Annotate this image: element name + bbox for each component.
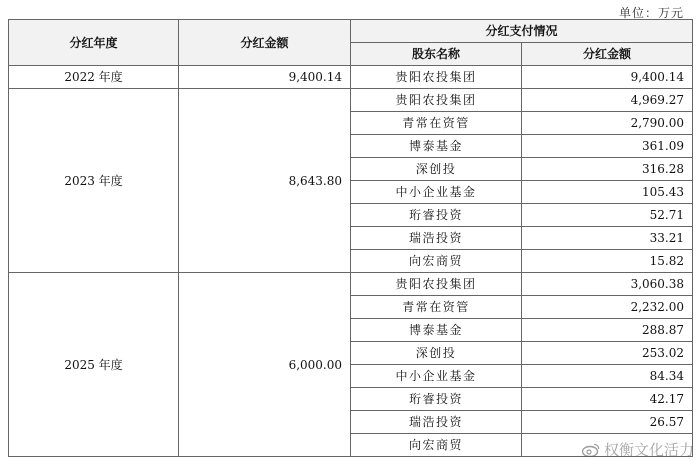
unit-label: 单位：万元 xyxy=(618,6,684,20)
amount-cell: 33.21 xyxy=(522,227,693,250)
holder-cell: 瑞浩投资 xyxy=(351,227,522,250)
holder-cell: 青常在资管 xyxy=(351,296,522,319)
amount-cell: 361.09 xyxy=(522,135,693,158)
amount-cell: 2,790.00 xyxy=(522,112,693,135)
amount-cell: 2,232.00 xyxy=(522,296,693,319)
holder-cell: 青常在资管 xyxy=(351,112,522,135)
table-row xyxy=(9,273,693,296)
header-amount: 分红金额 xyxy=(522,43,693,66)
holder-cell: 瑞浩投资 xyxy=(351,411,522,434)
holder-cell: 博泰基金 xyxy=(351,319,522,342)
holder-cell: 贵阳农投集团 xyxy=(351,89,522,112)
total-cell: 9,400.14 xyxy=(179,66,351,89)
holder-cell: 博泰基金 xyxy=(351,135,522,158)
total-cell: 6,000.00 xyxy=(179,273,351,457)
amount-cell: 105.43 xyxy=(522,181,693,204)
holder-cell: 珩睿投资 xyxy=(351,388,522,411)
amount-cell: 253.02 xyxy=(522,342,693,365)
amount-cell: 3,060.38 xyxy=(522,273,693,296)
weibo-icon xyxy=(582,443,600,457)
table-body xyxy=(9,66,693,457)
holder-cell: 深创投 xyxy=(351,158,522,181)
amount-cell: 26.57 xyxy=(522,411,693,434)
amount-cell: 288.87 xyxy=(522,319,693,342)
amount-cell: 4,969.27 xyxy=(522,89,693,112)
header-year: 分红年度 xyxy=(9,20,179,66)
year-cell: 2023 年度 xyxy=(9,89,179,273)
holder-cell: 中小企业基金 xyxy=(351,181,522,204)
header-holder: 股东名称 xyxy=(351,43,522,66)
amount-cell: 42.17 xyxy=(522,388,693,411)
holder-cell: 贵阳农投集团 xyxy=(351,66,522,89)
total-cell: 8,643.80 xyxy=(179,89,351,273)
watermark xyxy=(582,439,694,460)
holder-cell: 向宏商贸 xyxy=(351,434,522,457)
holder-cell: 深创投 xyxy=(351,342,522,365)
amount-cell: 316.28 xyxy=(522,158,693,181)
dividend-table xyxy=(8,19,693,457)
year-cell: 2025 年度 xyxy=(9,273,179,457)
watermark-text: 权衡文化活力 xyxy=(603,441,694,459)
holder-cell: 向宏商贸 xyxy=(351,250,522,273)
amount-cell: 9,400.14 xyxy=(522,66,693,89)
holder-cell: 中小企业基金 xyxy=(351,365,522,388)
holder-cell: 珩睿投资 xyxy=(351,204,522,227)
table-row xyxy=(9,66,693,89)
amount-cell: 84.34 xyxy=(522,365,693,388)
table-row xyxy=(9,89,693,112)
amount-cell: 52.71 xyxy=(522,204,693,227)
header-payment: 分红支付情况 xyxy=(351,20,693,43)
header-total: 分红金额 xyxy=(179,20,351,66)
holder-cell: 贵阳农投集团 xyxy=(351,273,522,296)
amount-cell: 15.82 xyxy=(522,250,693,273)
year-cell: 2022 年度 xyxy=(9,66,179,89)
